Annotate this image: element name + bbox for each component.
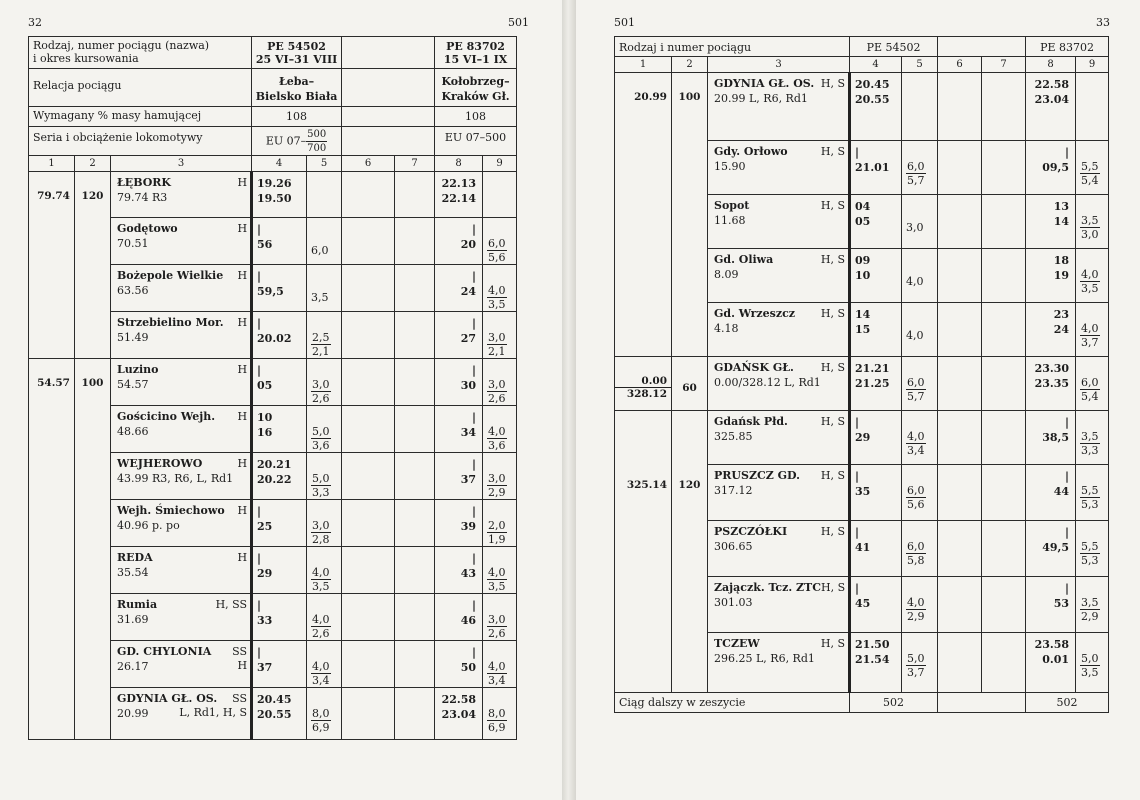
train2-times: | 27	[435, 312, 483, 359]
station-km: 4.18	[714, 322, 739, 335]
kilometre-cell: 54.57	[29, 359, 75, 740]
right-column-number-row: 1 2 3 4 5 6 7 8 9	[615, 57, 1109, 73]
station-cell	[111, 453, 252, 500]
train2-brake: 108	[435, 107, 517, 127]
train2-times: 23.58 0.01	[1026, 633, 1076, 693]
station-code: H, S	[820, 253, 846, 266]
station-km: 31.69	[117, 613, 149, 626]
train2-times: | 49,5	[1026, 521, 1076, 577]
speed-value: 6,0	[311, 244, 329, 257]
station-code: H	[237, 316, 248, 329]
right-header-row	[615, 37, 1109, 57]
train1-speed	[902, 73, 938, 141]
right-train1-number: PE 54502	[850, 37, 938, 57]
train1-period: 25 VI–31 VIII	[255, 53, 338, 66]
station-cell: GDYNIA GŁ. OS. SS 20.99 L, Rd1, H, S	[111, 688, 252, 740]
train1-header	[252, 37, 342, 69]
train1-speed	[902, 357, 938, 411]
right-station-rows	[615, 73, 1109, 693]
train2-speed	[1076, 249, 1109, 303]
station-code: H, S	[820, 361, 846, 374]
speed-fraction: $\frac{4,0}{2,9}$	[907, 596, 925, 623]
station-km: 20.99	[117, 707, 149, 720]
train-label-line2: i okres kursowania	[33, 52, 139, 65]
right-train-label: Rodzaj i numer pociągu	[615, 37, 850, 57]
train1-relation: Łeba– Bielsko Biała	[252, 69, 342, 107]
train2-speed	[483, 641, 517, 688]
speed-fraction: $\frac{8,0}{6,9}$	[488, 707, 506, 734]
station-km: 306.65	[714, 540, 753, 553]
station-name: Gdańsk Płd.	[714, 415, 788, 428]
speed-fraction: $\frac{3,0}{2,9}$	[488, 472, 506, 499]
station-name: Luzino	[117, 363, 159, 376]
station-cell	[111, 500, 252, 547]
station-row	[615, 357, 1109, 411]
speed-fraction: $\frac{3,0}{2,8}$	[312, 519, 330, 546]
station-cell	[111, 265, 252, 312]
train2-speed	[1076, 303, 1109, 357]
speed-fraction: $\frac{4,0}{3,5}$	[312, 566, 330, 593]
train1-times: 20.45 20.55	[850, 73, 902, 141]
train1-number: PE 54502	[267, 40, 326, 53]
train2-speed	[1076, 195, 1109, 249]
train2-number: PE 83702	[446, 40, 505, 53]
train1-speed	[902, 577, 938, 633]
train2-continuation: 502	[1026, 693, 1109, 713]
speed-fraction: $\frac{5,0}{3,6}$	[312, 425, 330, 452]
speed-fraction: $\frac{3,0}{2,1}$	[488, 331, 506, 358]
kilometre-cell: 0.00 328.12	[615, 357, 672, 411]
station-code: H, S	[820, 469, 846, 482]
station-name: TCZEW	[714, 637, 760, 650]
left-train-sheet-number: 501	[508, 16, 529, 29]
train2-speed	[483, 688, 517, 740]
train1-continuation: 502	[850, 693, 938, 713]
station-km: 70.51	[117, 237, 149, 250]
right-page	[576, 0, 1140, 800]
train1-times: | 45	[850, 577, 902, 633]
train1-times: 21.50 21.54	[850, 633, 902, 693]
station-cell	[111, 312, 252, 359]
speed-value: 4,0	[906, 329, 924, 342]
station-name: Gdy. Orłowo	[714, 145, 788, 158]
station-km: 51.49	[117, 331, 149, 344]
continuation-row	[615, 693, 1109, 713]
train1-speed	[902, 303, 938, 357]
station-row	[615, 411, 1109, 465]
train1-times: | 37	[252, 641, 307, 688]
station-cell	[111, 594, 252, 641]
train2-times: | 34	[435, 406, 483, 453]
relation-label: Relacja pociągu	[29, 69, 252, 107]
station-cell	[111, 218, 252, 265]
station-cell	[111, 359, 252, 406]
speed-limit-cell: 100	[75, 359, 111, 740]
train2-loco: EU 07–500	[435, 127, 517, 156]
speed-fraction: $\frac{5,0}{3,5}$	[1081, 652, 1099, 679]
train2-period: 15 VI–1 IX	[443, 53, 508, 66]
station-km: 26.17	[117, 660, 149, 673]
speed-fraction: $\frac{4,0}{3,7}$	[1081, 322, 1099, 349]
speed-value: 4,0	[906, 275, 924, 288]
station-cell	[708, 633, 850, 693]
station-code: H, S	[820, 637, 846, 650]
station-km: 43.99 R3, R6, L, Rd1	[117, 472, 234, 485]
speed-value: 3,0	[906, 221, 924, 234]
station-km: 301.03	[714, 596, 753, 609]
speed-limit-cell: 60	[672, 357, 708, 411]
station-name: PRUSZCZ GD.	[714, 469, 800, 482]
train2-speed	[483, 312, 517, 359]
train1-times: 09 10	[850, 249, 902, 303]
right-train2-number: PE 83702	[1026, 37, 1109, 57]
train2-times: | 44	[1026, 465, 1076, 521]
station-name: Zajączk. Tcz. ZTC	[714, 581, 821, 594]
train2-speed	[1076, 357, 1109, 411]
station-cell	[111, 406, 252, 453]
continuation-label: Ciąg dalszy w zeszycie	[615, 693, 850, 713]
train2-speed	[1076, 141, 1109, 195]
station-code: H, S	[821, 581, 846, 594]
train2-relation: Kołobrzeg– Kraków Gł.	[435, 69, 517, 107]
station-cell: GD. CHYLONIA SS 26.17 H	[111, 641, 252, 688]
train2-speed	[483, 218, 517, 265]
speed-fraction: $\frac{3,0}{2,6}$	[488, 378, 506, 405]
train1-times: | 41	[850, 521, 902, 577]
train1-times: | 59,5	[252, 265, 307, 312]
station-km: 63.56	[117, 284, 149, 297]
station-cell	[708, 465, 850, 521]
station-cell	[111, 172, 252, 218]
speed-fraction: $\frac{6,0}{5,7}$	[907, 160, 925, 187]
train1-speed	[307, 500, 342, 547]
station-code: H	[237, 410, 248, 423]
station-code: H	[237, 222, 248, 235]
train2-speed	[483, 453, 517, 500]
train-label-line1: Rodzaj, numer pociągu (nazwa)	[33, 39, 210, 52]
station-name: Gd. Oliwa	[714, 253, 774, 266]
station-name: GDYNIA GŁ. OS.	[714, 77, 815, 90]
train2-times: | 38,5	[1026, 411, 1076, 465]
station-name: Wejh. Śmiechowo	[117, 504, 225, 517]
train2-times: | 39	[435, 500, 483, 547]
speed-fraction: $\frac{5,5}{5,4}$	[1081, 160, 1099, 187]
train1-times: 20.45 20.55	[252, 688, 307, 740]
train1-times: | 25	[252, 500, 307, 547]
train2-times: 13 14	[1026, 195, 1076, 249]
train2-speed	[483, 172, 517, 218]
train1-speed	[307, 594, 342, 641]
station-name: Godętowo	[117, 222, 178, 235]
station-km: 325.85	[714, 430, 753, 443]
station-cell	[708, 303, 850, 357]
left-page-number: 32	[28, 16, 42, 29]
train1-times: | 29	[850, 411, 902, 465]
train-label-cell	[29, 37, 252, 69]
train1-speed	[307, 688, 342, 740]
station-km: 11.68	[714, 214, 746, 227]
train1-times: 21.21 21.25	[850, 357, 902, 411]
station-code: H	[237, 176, 248, 189]
train2-times: 22.58 23.04	[1026, 73, 1076, 141]
train1-speed	[902, 521, 938, 577]
speed-fraction: $\frac{6,0}{5,6}$	[488, 237, 506, 264]
train1-speed	[307, 172, 342, 218]
train2-speed	[483, 547, 517, 594]
station-cell	[708, 141, 850, 195]
train2-times: | 53	[1026, 577, 1076, 633]
train2-speed	[1076, 521, 1109, 577]
station-name: Gościcino Wejh.	[117, 410, 216, 423]
train1-speed	[902, 633, 938, 693]
station-name: Bożepole Wielkie	[117, 269, 224, 282]
train2-times: | 24	[435, 265, 483, 312]
speed-fraction: $\frac{4,0}{3,5}$	[1081, 268, 1099, 295]
station-row	[29, 172, 517, 218]
station-cell	[708, 195, 850, 249]
train1-brake: 108	[252, 107, 342, 127]
speed-fraction: $\frac{8,0}{6,9}$	[312, 707, 330, 734]
kilometre-cell: 79.74	[29, 172, 75, 359]
train1-speed	[902, 195, 938, 249]
train1-times: 19.26 19.50	[252, 172, 307, 218]
station-name: Rumia	[117, 598, 158, 611]
train1-speed	[307, 312, 342, 359]
train1-times: | 29	[252, 547, 307, 594]
train2-speed	[1076, 73, 1109, 141]
book-gutter	[562, 0, 576, 800]
speed-fraction: $\frac{6,0}{5,4}$	[1081, 376, 1099, 403]
train1-times: | 56	[252, 218, 307, 265]
station-code: H	[237, 504, 248, 517]
station-name: GD. CHYLONIA	[117, 645, 212, 658]
loco-label: Seria i obciążenie lokomotywy	[29, 127, 252, 156]
left-timetable	[28, 36, 517, 740]
station-code: SS	[232, 645, 248, 658]
train1-speed	[307, 359, 342, 406]
station-code: H, S	[820, 199, 846, 212]
speed-fraction: $\frac{5,0}{3,3}$	[312, 472, 330, 499]
train1-speed	[307, 265, 342, 312]
speed-fraction: $\frac{4,0}{3,4}$	[312, 660, 330, 687]
train1-times: | 35	[850, 465, 902, 521]
train1-times: 20.21 20.22	[252, 453, 307, 500]
train1-times: 14 15	[850, 303, 902, 357]
station-km: 20.99 L, R6, Rd1	[714, 92, 808, 105]
speed-value: 3,5	[311, 291, 329, 304]
station-km: 48.66	[117, 425, 149, 438]
station-cell	[708, 577, 850, 633]
station-name: GDYNIA GŁ. OS.	[117, 692, 218, 705]
train2-times: | 20	[435, 218, 483, 265]
station-code: H	[237, 269, 248, 282]
station-cell	[708, 521, 850, 577]
station-code: H	[237, 457, 248, 470]
station-km: 40.96 p. po	[117, 519, 180, 532]
speed-fraction: $\frac{2,0}{1,9}$	[488, 519, 506, 546]
station-code: H, S	[820, 525, 846, 538]
speed-fraction: $\frac{4,0}{3,5}$	[488, 566, 506, 593]
station-name: GDAŃSK GŁ.	[714, 361, 794, 374]
train1-times: | 05	[252, 359, 307, 406]
train1-speed	[307, 547, 342, 594]
right-timetable	[614, 36, 1109, 713]
right-page-number: 33	[1096, 16, 1110, 29]
station-name: REDA	[117, 551, 153, 564]
train2-times: 22.58 23.04	[435, 688, 483, 740]
station-code: H	[237, 363, 248, 376]
train2-speed	[483, 406, 517, 453]
train1-times: | 21.01	[850, 141, 902, 195]
station-km: 15.90	[714, 160, 746, 173]
train1-speed	[307, 406, 342, 453]
kilometre-cell: 325.14	[615, 411, 672, 693]
speed-limit-cell: 120	[75, 172, 111, 359]
train2-times: | 46	[435, 594, 483, 641]
station-code: H, S	[820, 145, 846, 158]
train2-times: | 50	[435, 641, 483, 688]
speed-fraction: $\frac{3,5}{3,3}$	[1081, 430, 1099, 457]
station-code: H, S	[820, 77, 846, 90]
speed-fraction: $\frac{4,0}{3,5}$	[488, 284, 506, 311]
speed-limit-cell: 120	[672, 411, 708, 693]
speed-limit-cell: 100	[672, 73, 708, 357]
train1-loco: EU 07– $\frac{500}{700}$	[252, 127, 342, 156]
station-row	[615, 73, 1109, 141]
train2-times: | 37	[435, 453, 483, 500]
speed-fraction: $\frac{4,0}{2,6}$	[312, 613, 330, 640]
train2-speed	[1076, 411, 1109, 465]
speed-fraction: $\frac{6,0}{5,6}$	[907, 484, 925, 511]
speed-fraction: $\frac{4,0}{3,4}$	[907, 430, 925, 457]
right-train-sheet-number: 501	[614, 16, 635, 29]
station-row	[29, 359, 517, 406]
station-cell	[708, 249, 850, 303]
train1-speed	[307, 641, 342, 688]
station-km: 296.25 L, R6, Rd1	[714, 652, 815, 665]
speed-fraction: $\frac{3,5}{3,0}$	[1081, 214, 1099, 241]
station-km: 8.09	[714, 268, 739, 281]
header-train-row	[29, 37, 517, 69]
train1-speed	[307, 453, 342, 500]
train2-speed	[1076, 577, 1109, 633]
speed-fraction: $\frac{6,0}{5,7}$	[907, 376, 925, 403]
station-code: H, SS	[215, 598, 248, 611]
speed-fraction: $\frac{4,0}{3,6}$	[488, 425, 506, 452]
station-code: H	[237, 551, 248, 564]
station-cell	[708, 357, 850, 411]
header-relation-row	[29, 69, 517, 107]
speed-fraction: $\frac{6,0}{5,8}$	[907, 540, 925, 567]
speed-fraction: $\frac{5,0}{3,7}$	[907, 652, 925, 679]
train1-times: | 33	[252, 594, 307, 641]
speed-fraction: $\frac{3,0}{2,6}$	[312, 378, 330, 405]
train2-speed	[483, 594, 517, 641]
train2-times: 23.30 23.35	[1026, 357, 1076, 411]
station-cell	[111, 547, 252, 594]
station-cell	[708, 411, 850, 465]
station-km: 317.12	[714, 484, 753, 497]
station-name: WEJHEROWO	[117, 457, 203, 470]
train1-times: 04 05	[850, 195, 902, 249]
brake-label: Wymagany % masy hamującej	[29, 107, 252, 127]
train1-speed	[902, 465, 938, 521]
train1-times: 10 16	[252, 406, 307, 453]
train2-speed	[1076, 633, 1109, 693]
station-code: H, S	[820, 415, 846, 428]
column-number-row: 1 2 3 4 5 6 7 8 9	[29, 156, 517, 172]
train2-speed	[483, 500, 517, 547]
train2-times: 23 24	[1026, 303, 1076, 357]
station-name: Gd. Wrzeszcz	[714, 307, 796, 320]
speed-fraction: $\frac{5,5}{5,3}$	[1081, 540, 1099, 567]
kilometre-cell: 20.99	[615, 73, 672, 357]
station-km: 54.57	[117, 378, 149, 391]
header-brake-row	[29, 107, 517, 127]
train2-times: | 09,5	[1026, 141, 1076, 195]
train1-speed	[902, 141, 938, 195]
speed-fraction: $\frac{3,5}{2,9}$	[1081, 596, 1099, 623]
speed-fraction: $\frac{3,0}{2,6}$	[488, 613, 506, 640]
station-code: SS	[232, 692, 248, 705]
train1-speed	[902, 411, 938, 465]
left-page	[0, 0, 562, 800]
speed-fraction: $\frac{2,5}{2,1}$	[312, 331, 330, 358]
train1-speed	[307, 218, 342, 265]
station-name: PSZCZÓŁKI	[714, 525, 788, 538]
train2-times: 22.13 22.14	[435, 172, 483, 218]
train2-header	[435, 37, 517, 69]
train2-speed	[1076, 465, 1109, 521]
left-station-rows	[29, 172, 517, 740]
speed-fraction: $\frac{5,5}{5,3}$	[1081, 484, 1099, 511]
station-name: ŁĘBORK	[117, 176, 171, 189]
header-loco-row	[29, 127, 517, 156]
station-name: Strzebielino Mor.	[117, 316, 224, 329]
station-cell	[708, 73, 850, 141]
train2-times: | 30	[435, 359, 483, 406]
train2-speed	[483, 265, 517, 312]
train2-times: 18 19	[1026, 249, 1076, 303]
station-code: H, S	[820, 307, 846, 320]
station-name: Sopot	[714, 199, 750, 212]
train1-times: | 20.02	[252, 312, 307, 359]
train2-times: | 43	[435, 547, 483, 594]
train2-speed	[483, 359, 517, 406]
speed-fraction: $\frac{4,0}{3,4}$	[488, 660, 506, 687]
station-km: 35.54	[117, 566, 149, 579]
station-km: 79.74 R3	[117, 191, 168, 204]
train1-speed	[902, 249, 938, 303]
station-km: 0.00/328.12 L, Rd1	[714, 376, 821, 389]
